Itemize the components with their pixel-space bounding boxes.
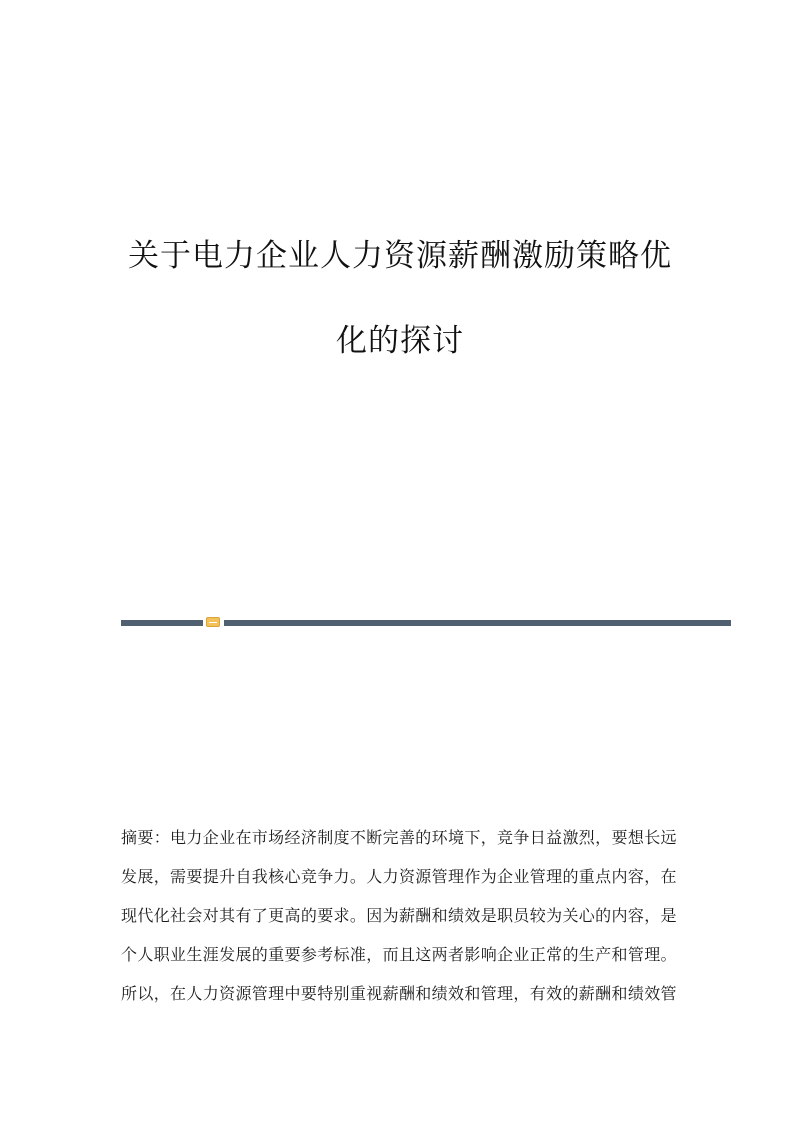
- abstract-line-5: 所以，在人力资源管理中要特别重视薪酬和绩效和管理，有效的薪酬和绩效管: [121, 984, 677, 1003]
- section-divider: [121, 617, 731, 627]
- abstract-line-3: 现代化社会对其有了更高的要求。因为薪酬和绩效是职员较为关心的内容，是: [121, 906, 677, 925]
- document-title-line-2: 化的探讨: [336, 323, 464, 359]
- abstract-line-4: 个人职业生涯发展的重要参考标准，而且这两者影响企业正常的生产和管理。: [121, 945, 677, 964]
- divider-bar-right: [224, 620, 731, 626]
- abstract-line-1: 摘要：电力企业在市场经济制度不断完善的环境下，竞争日益激烈，要想长远: [121, 828, 677, 847]
- document-title-line-1: 关于电力企业人力资源薪酬激励策略优: [128, 238, 672, 274]
- divider-bar-left: [121, 620, 203, 626]
- divider-badge-icon: [206, 617, 220, 627]
- abstract-paragraph: [121, 818, 681, 1013]
- abstract-line-2: 发展，需要提升自我核心竞争力。人力资源管理作为企业管理的重点内容，在: [121, 867, 677, 886]
